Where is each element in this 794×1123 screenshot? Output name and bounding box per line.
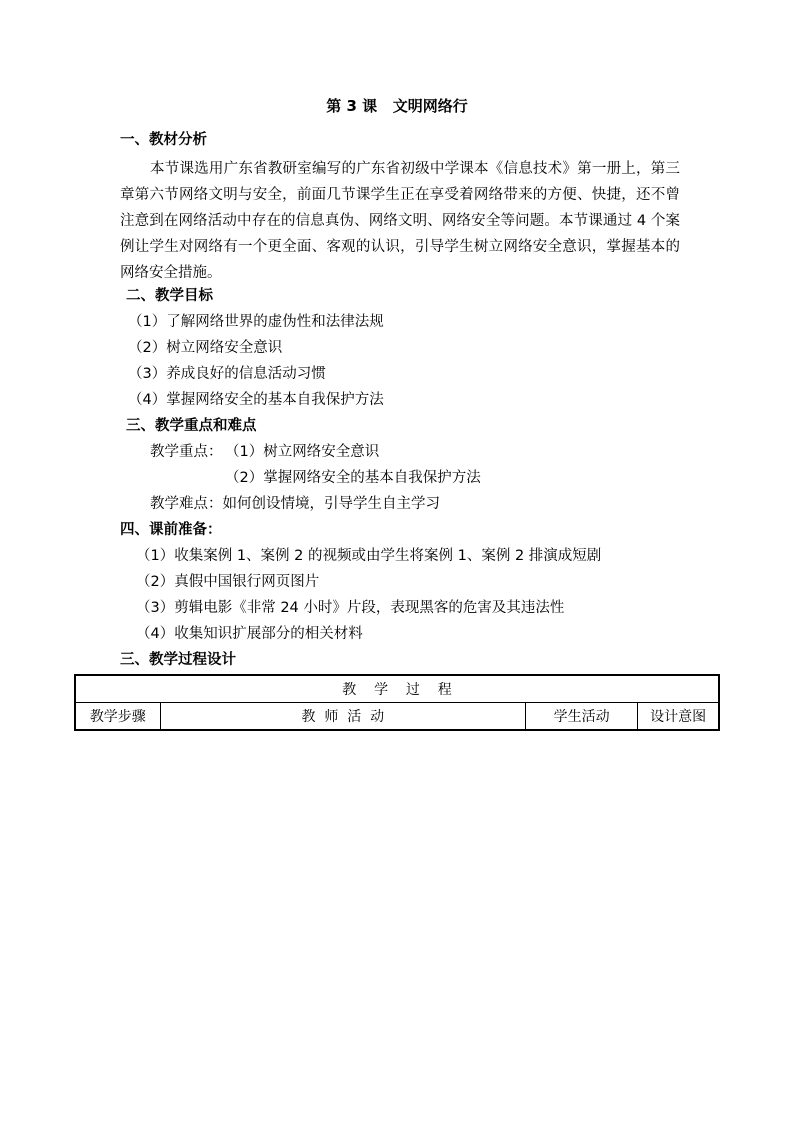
key-point-item: （2）掌握网络安全的基本自我保护方法 [225, 470, 481, 486]
preparation-item: （4）收集知识扩展部分的相关材料 [136, 626, 363, 642]
textbook-analysis-paragraph: 本节课选用广东省教研室编写的广东省初级中学课本《信息技术》第一册上，第三章第六节网络文明与安全，前面几节课学生正在享受着网络带来的方便、快捷，还不曾注意到在网络活动中存在的信息真伪、网络文明、网络安全等问题。本节课通过 4 个案例让学生对网络有一个更全面、客观的认识，引导学生树立网络安全意识，掌握基本的网络安全措施。 [120, 161, 680, 281]
goal-item: （1）了解网络世界的虚伪性和法律法规 [128, 314, 384, 330]
table-header-row [75, 675, 719, 703]
goal-item: （3）养成良好的信息活动习惯 [128, 366, 326, 382]
column-header-step: 教学步骤 [75, 703, 160, 731]
section-heading-process-design: 三、教学过程设计 [120, 652, 236, 668]
teaching-process-table [74, 674, 720, 731]
column-header-design-intent: 设计意图 [638, 703, 719, 731]
preparation-item: （2）真假中国银行网页图片 [136, 574, 320, 590]
preparation-item: （3）剪辑电影《非常 24 小时》片段，表现黑客的危害及其违法性 [136, 600, 565, 616]
table-column-row [75, 703, 719, 731]
column-header-student-activity: 学生活动 [526, 703, 638, 731]
table-header-cell: 教 学 过 程 [75, 675, 719, 703]
section-heading-preparation: 四、课前准备： [120, 522, 222, 538]
lesson-title: 第 3 课 文明网络行 [326, 97, 468, 115]
section-heading-key-points: 三、教学重点和难点 [126, 418, 257, 434]
section-heading-textbook-analysis: 一、教材分析 [120, 132, 207, 148]
key-points-label: 教学重点： [150, 444, 223, 460]
key-point-item: （1）树立网络安全意识 [225, 444, 380, 460]
preparation-item: （1）收集案例 1、案例 2 的视频或由学生将案例 1、案例 2 排演成短剧 [136, 548, 602, 564]
column-header-teacher-activity: 教 师 活 动 [160, 703, 525, 731]
difficulty-line: 教学难点：如何创设情境，引导学生自主学习 [150, 496, 440, 512]
goal-item: （4）掌握网络安全的基本自我保护方法 [128, 392, 384, 408]
goal-item: （2）树立网络安全意识 [128, 340, 283, 356]
section-heading-teaching-goals: 二、教学目标 [126, 288, 213, 304]
